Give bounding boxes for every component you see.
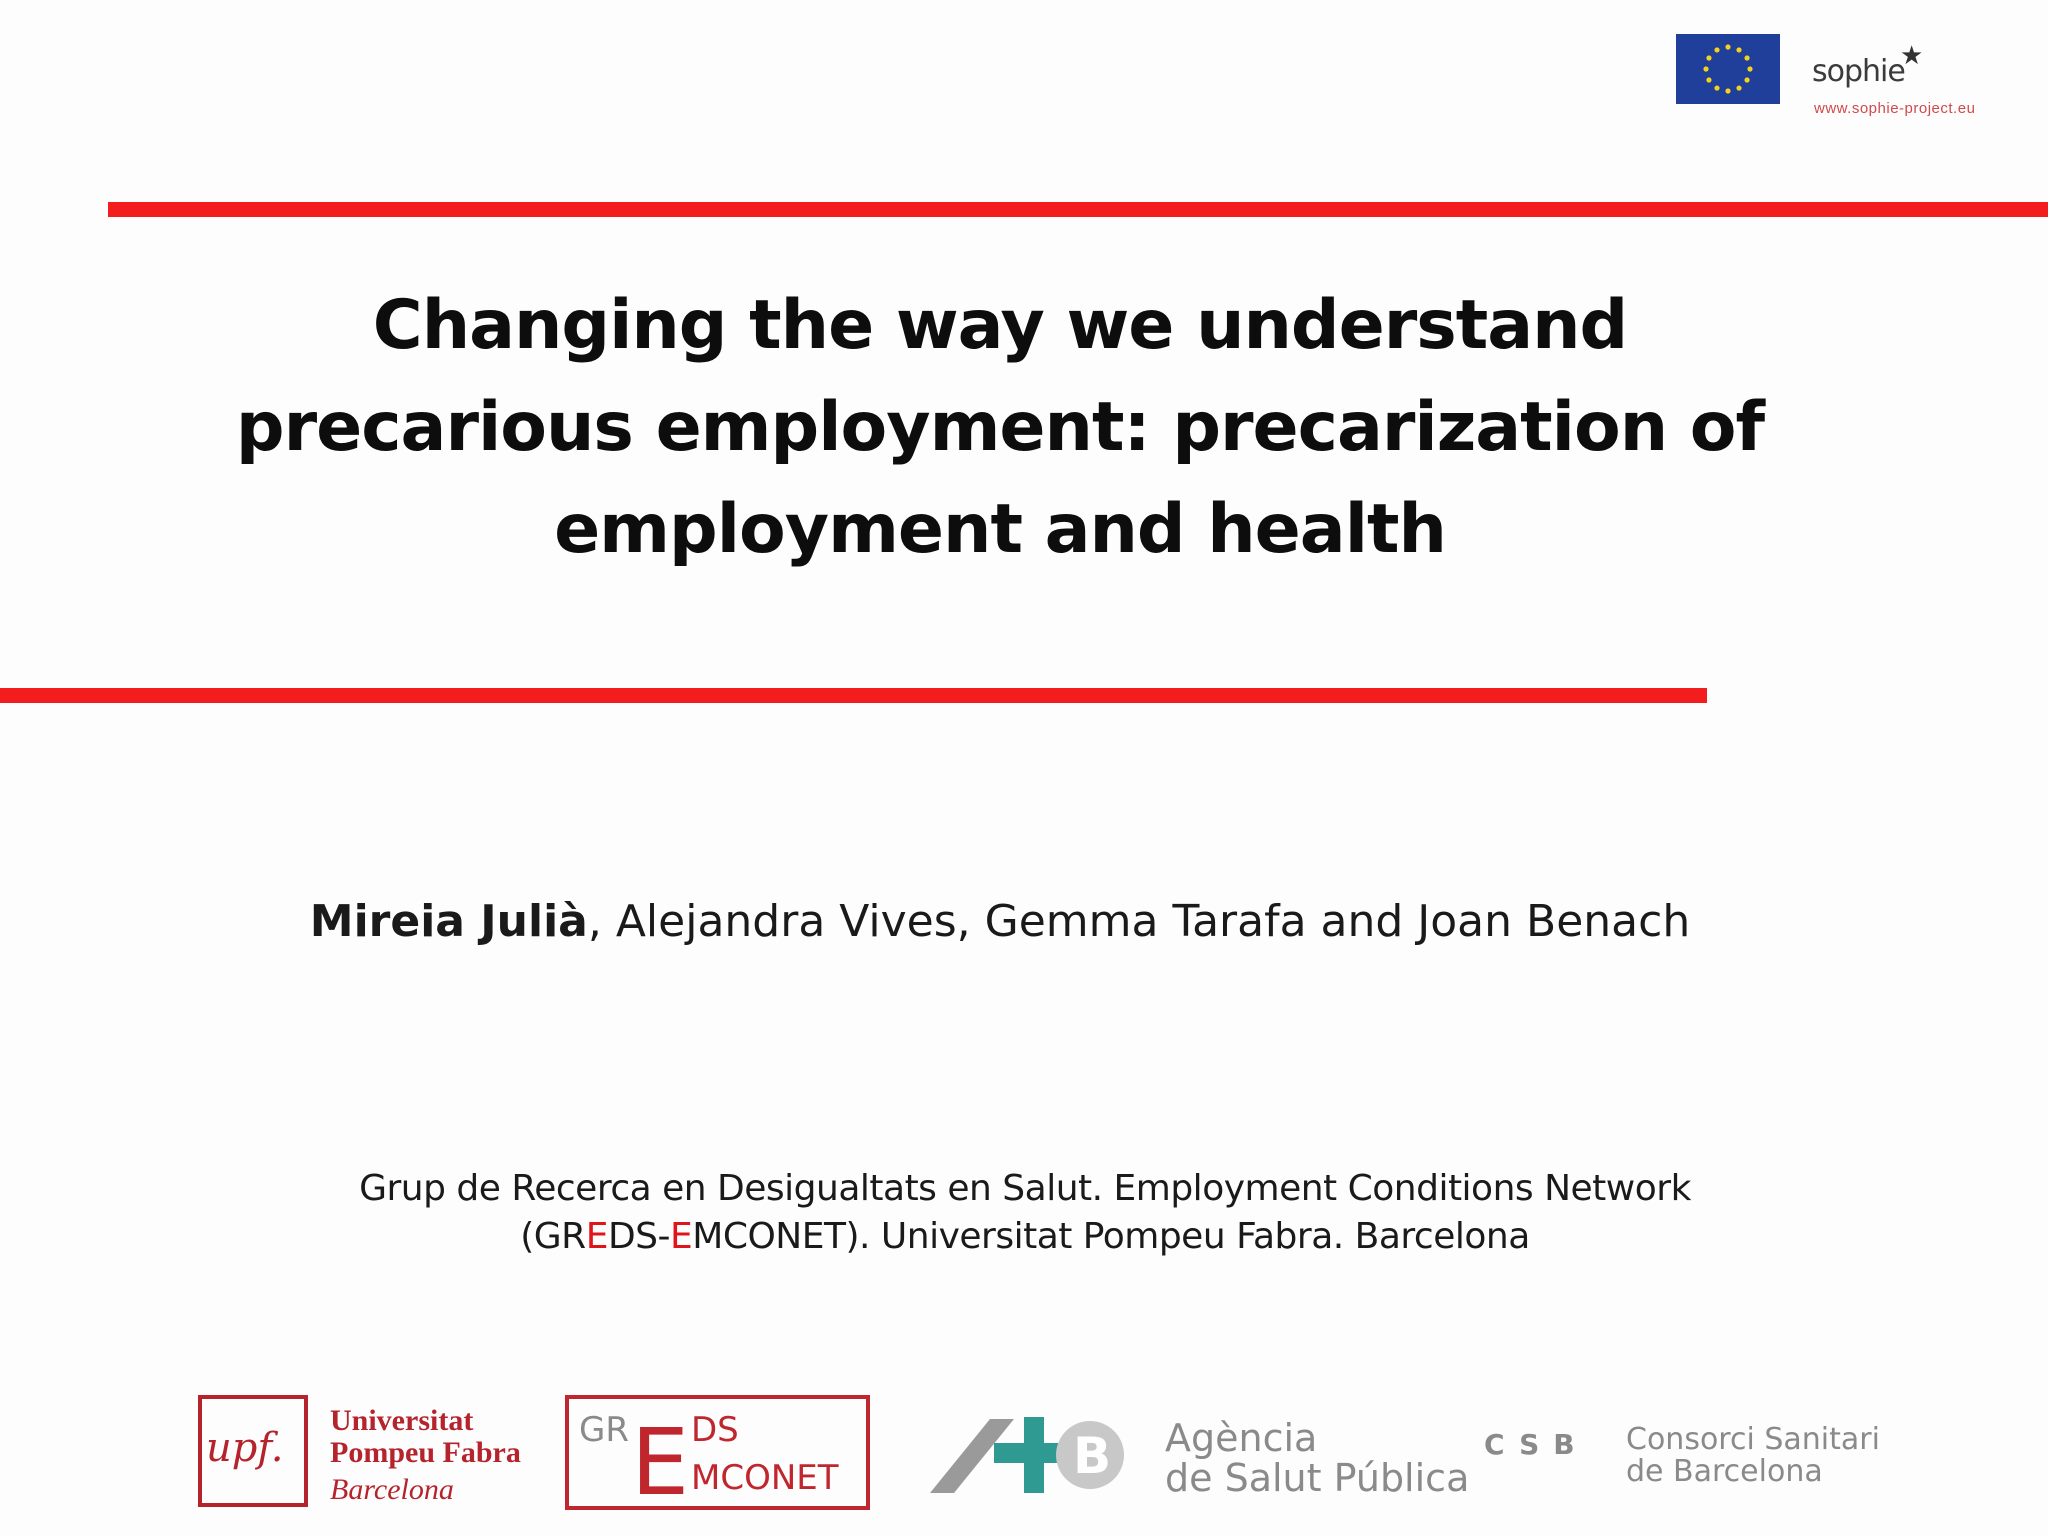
title-line-3: employment and health (554, 490, 1446, 569)
greds-emconet-logo (565, 1395, 870, 1510)
eu-star (1747, 66, 1752, 71)
affiliation-seg: MCONET). Universitat Pompeu Fabra. Barcelona (692, 1216, 1530, 1257)
eu-star (1725, 88, 1730, 93)
star-icon: ★ (1900, 40, 1924, 70)
top-divider-bar (108, 202, 2048, 217)
eu-star (1714, 47, 1719, 52)
csb-mark: CSB (1484, 1428, 1589, 1461)
sophie-wordmark: sophie (1812, 54, 1905, 89)
svg-text:B: B (1073, 1427, 1112, 1485)
eu-stars-icon (1676, 34, 1780, 104)
upf-city: Barcelona (330, 1473, 454, 1506)
affiliation-line-2 (250, 1213, 1800, 1261)
aspb-name (1165, 1418, 1469, 1498)
eu-star (1714, 85, 1719, 90)
aspb-name-line-1: Agència (1165, 1416, 1318, 1460)
co-authors: , Alejandra Vives, Gemma Tarafa and Joan Benach (587, 896, 1691, 947)
csb-name-line-1: Consorci Sanitari (1626, 1422, 1880, 1457)
greds-mconet: MCONET (691, 1458, 839, 1498)
upf-name-line-2: Pompeu Fabra (330, 1436, 521, 1469)
greds-e: E (631, 1409, 690, 1506)
csb-name (1626, 1424, 1880, 1488)
affiliation-seg: DS- (607, 1216, 671, 1257)
eu-star (1703, 66, 1708, 71)
sophie-url: www.sophie-project.eu (1814, 100, 1976, 117)
upf-name (330, 1405, 521, 1469)
eu-star (1744, 55, 1749, 60)
lead-author: Mireia Julià (309, 896, 588, 947)
aspb-plus-b-icon (930, 1415, 1130, 1495)
greds-gr: GR (579, 1410, 629, 1450)
csb-name-line-2: de Barcelona (1626, 1454, 1823, 1489)
eu-star (1744, 77, 1749, 82)
slide-title (150, 275, 1850, 581)
eu-star (1725, 44, 1730, 49)
title-line-2: precarious employment: precarization of (235, 388, 1765, 467)
eu-star (1736, 47, 1741, 52)
upf-mark: upf. (206, 1425, 284, 1471)
affiliation (250, 1165, 1800, 1261)
eu-flag-logo (1676, 34, 1780, 104)
affiliation-red-e: E (670, 1216, 693, 1257)
aspb-name-line-2: de Salut Pública (1165, 1456, 1470, 1500)
affiliation-line-1: Grup de Recerca en Desigualtats en Salut. Employment Conditions Network (359, 1168, 1691, 1209)
upf-name-line-1: Universitat (330, 1404, 474, 1437)
eu-star (1706, 77, 1711, 82)
greds-ds: DS (691, 1410, 739, 1450)
bottom-divider-bar (0, 688, 1707, 703)
eu-star (1706, 55, 1711, 60)
affiliation-seg: (GR (520, 1216, 586, 1257)
affiliation-red-e: E (585, 1216, 608, 1257)
title-line-1: Changing the way we understand (372, 286, 1628, 365)
upf-logo (198, 1395, 538, 1510)
eu-star (1736, 85, 1741, 90)
aspb-logo-mark (930, 1415, 1130, 1495)
sophie-logo (1810, 40, 2010, 126)
author-list (200, 896, 1800, 947)
